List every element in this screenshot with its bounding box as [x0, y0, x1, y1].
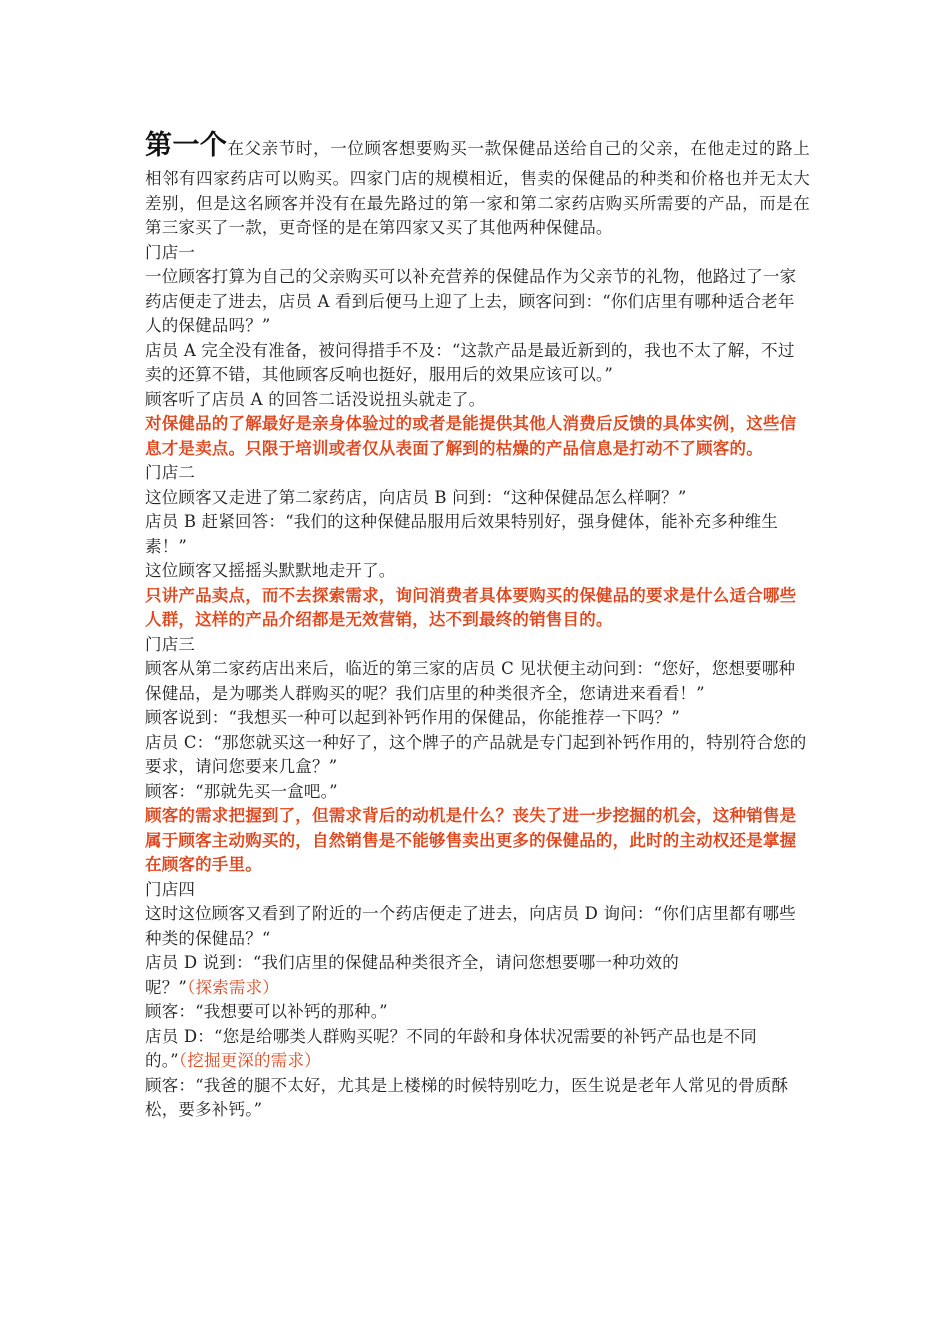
store4-paragraph: 顾客：“我想要可以补钙的那种。”: [145, 1002, 388, 1021]
store3-paragraph: 顾客说到：“我想买一种可以起到补钙作用的保健品，你能推荐一下吗？”: [145, 708, 680, 727]
document-body: [145, 128, 810, 1123]
store4-dialogue: 店员 D 说到：“我们店里的保健品种类很齐全，请问您想要哪一种功效的呢？”: [145, 953, 679, 997]
store4-paragraph: 顾客：“我爸的腿不太好，尤其是上楼梯的时候特别吃力，医生说是老年人常见的骨质酥松，要多补钙。”: [145, 1075, 789, 1119]
case-title: 第一个: [145, 130, 228, 161]
store2-paragraph: 这位顾客又摇摇头默默地走开了。: [145, 561, 396, 580]
store4-paragraph: 这时这位顾客又看到了附近的一个药店便走了进去，向店员 D 询问：“你们店里都有哪些种类的保健品？“: [145, 904, 796, 948]
intro-paragraph: [145, 128, 810, 241]
store2-heading: 门店二: [145, 463, 196, 482]
intro-text-line1: 在父亲节时，一位顾客想要购买一款保健品送给自己的父亲，在他走过: [227, 139, 759, 158]
store3-paragraph: 顾客：“那就先买一盒吧。”: [145, 781, 338, 801]
store4-paragraph: [145, 1025, 810, 1074]
store4-dialogue: 店员 D：“您是给哪类人群购买呢？不同的年龄和身体状况需要的补钙产品也是不同的。”: [145, 1026, 758, 1070]
intro-text-rest: 的路上相邻有四家药店可以购买。四家门店的规模相近，售卖的保健品的种类和价格也并无太大差别，但是这名顾客并没有在最先路过的第一家和第二家药店购买所需要的产品，而是在第三家买了一款，更奇怪的是在第四家又买了其他两种保健品。: [145, 139, 810, 237]
store3-comment: 顾客的需求把握到了，但需求背后的动机是什么？丧失了进一步挖掘的机会，这种销售是属于顾客主动购买的，自然销售是不能够售卖出更多的保健品的，此时的主动权还是掌握在顾客的手里。: [145, 806, 797, 874]
store4-paragraph: [145, 951, 810, 1000]
store2-comment: 只讲产品卖点，而不去探索需求，询问消费者具体要购买的保健品的要求是什么适合哪些人群，这样的产品介绍都是无效营销，达不到最终的销售目的。: [145, 585, 797, 629]
store2-paragraph: 这位顾客又走进了第二家药店，向店员 B 问到：“这种保健品怎么样啊？”: [145, 487, 687, 507]
store4-note: （探索需求）: [187, 977, 279, 997]
store1-paragraph: 顾客听了店员 A 的回答二话没说扭头就走了。: [145, 389, 486, 409]
store3-paragraph: 顾客从第二家药店出来后，临近的第三家的店员 C 见状便主动问到：“您好，您想要哪种保健品，是为哪类人群购买的呢？我们店里的种类很齐全，您请进来看看！”: [145, 659, 796, 703]
store3-paragraph: 店员 C：“那您就买这一种好了，这个牌子的产品就是专门起到补钙作用的，特别符合您的要求，请问您要来几盒？”: [145, 732, 807, 776]
store4-heading: 门店四: [145, 879, 196, 899]
store2-paragraph: 店员 B 赶紧回答：“我们的这种保健品服用后效果特别好，强身健体，能补充多种维生素！”: [145, 512, 779, 556]
store1-paragraph: 一位顾客打算为自己的父亲购买可以补充营养的保健品作为父亲节的礼物，他路过了一家药店便走了进去，店员 A 看到后便马上迎了上去，顾客问到：“你们店里有哪种适合老年人的保健品吗？”: [145, 267, 797, 335]
store1-heading: 门店一: [145, 242, 196, 262]
store4-note: （挖掘更深的需求）: [178, 1051, 321, 1070]
store1-comment: 对保健品的了解最好是亲身体验过的或者是能提供其他人消费后反馈的具体实例，这些信息才是卖点。只限于培训或者仅从表面了解到的枯燥的产品信息是打动不了顾客的。: [145, 414, 797, 458]
store1-paragraph: 店员 A 完全没有准备，被问得措手不及：“这款产品是最近新到的，我也不太了解，不过卖的还算不错，其他顾客反响也挺好，服用后的效果应该可以。”: [145, 340, 795, 384]
store3-heading: 门店三: [145, 634, 196, 654]
